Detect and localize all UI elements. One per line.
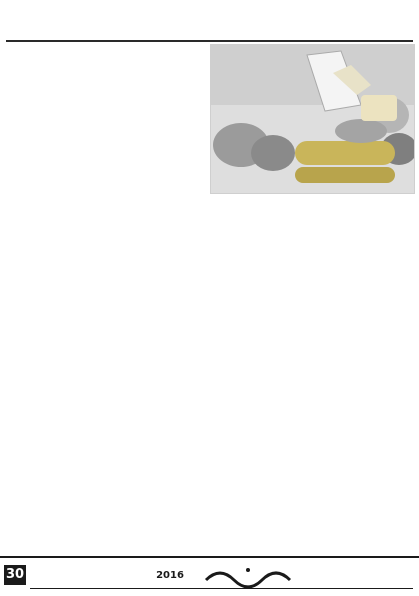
footer-rule	[30, 588, 413, 589]
food-photo	[210, 44, 415, 194]
issue-year: 2016	[156, 570, 184, 581]
page-number: 30	[4, 565, 26, 585]
food-illustration	[211, 45, 414, 193]
left-column	[8, 44, 204, 554]
magazine-logo	[200, 562, 296, 590]
right-column	[214, 198, 413, 554]
title-bar	[6, 6, 413, 42]
page-footer	[0, 556, 419, 596]
article-title	[14, 10, 405, 36]
